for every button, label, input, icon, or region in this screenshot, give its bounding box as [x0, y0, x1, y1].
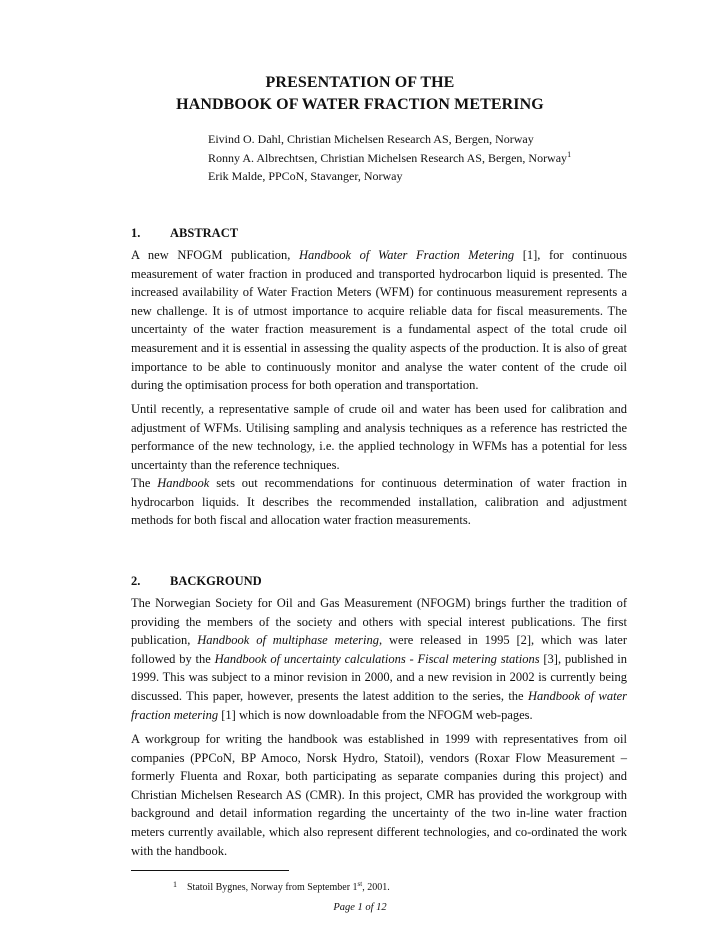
section-heading-abstract [131, 225, 238, 241]
author-2: Ronny A. Albrechtsen, Christian Michelsen Research AS, Bergen, Norway$^1$ [208, 149, 572, 165]
author-1: Eivind O. Dahl, Christian Michelsen Research AS, Bergen, Norway [208, 132, 534, 146]
footnote-mark: 1 [173, 880, 177, 889]
abstract-paragraph-1: A new NFOGM publication, Handbook of Water Fraction Metering [1], for continuous measurement of water fraction in produced and transported hydrocarbon liquid is presented. The increased availability of Water Fraction Meters (WFM) for continuous measurement represents a new challenge. It is of utmost importance to acquire reliable data for fiscal measurements. The uncertainty of the water fraction measurement is a fundamental aspect of the total crude oil measurement and it is essential in assessing the quality aspects of the production. It is also of great importance to be able to continuously monitor and analyse the water content of the crude oil during the optimisation process for both operation and transportation. [131, 248, 627, 393]
footnote: $^1$ Statoil Bygnes, Norway from September 1st, 2001. [173, 880, 390, 893]
section-title: BACKGROUND [170, 574, 262, 588]
page-number: Page 1 of 12 [333, 902, 387, 913]
footnote-ref: 1 [567, 149, 572, 159]
footnote-divider [131, 870, 289, 871]
title-line-1: PRESENTATION OF THE [265, 74, 455, 91]
author-3: Erik Malde, PPCoN, Stavanger, Norway [208, 169, 403, 183]
section-number: 1. [131, 226, 141, 240]
abstract-paragraph-2: Until recently, a representative sample of crude oil and water has been used for calibration and adjustment of WFMs. Utilising sampling and analysis techniques as a reference has restricted the performance of the new technology, i.e. the applied technology in WFMs has a potential for less uncertainty than the reference techniques. [131, 402, 627, 472]
author-list [208, 130, 571, 186]
background-paragraph-2: A workgroup for writing the handbook was established in 1999 with representatives from oil companies (PPCoN, BP Amoco, Norsk Hydro, Statoil), vendors (Roxar Flow Measurement – formerly Fluenta and Roxar, both participating as separate companies during this project) and Christian Michelsen Research AS (CMR). In this project, CMR has provided the workgroup with background and detail information regarding the uncertainty of the two in-line water fraction meters currently available, which also represent different technologies, and co-ordinated the work with the handbook. [131, 732, 627, 858]
section-heading-background [131, 573, 262, 589]
section-number: 2. [131, 574, 141, 588]
title-line-2: HANDBOOK OF WATER FRACTION METERING [176, 96, 544, 113]
abstract-paragraph-3: The Handbook sets out recommendations for continuous determination of water fraction in hydrocarbon liquids. It describes the recommended installation, calibration and adjustment methods for both fiscal and allocation water fraction measurements. [131, 476, 627, 528]
section-title: ABSTRACT [170, 226, 239, 240]
background-paragraph-1: The Norwegian Society for Oil and Gas Measurement (NFOGM) brings further the tradition of providing the members of the society and others with special interest publications. The first publication, Handbook of multiphase metering, were released in 1995 [2], which was later followed by the Handbook of uncertainty calculations - Fiscal metering stations [3], published in 1999. This was subject to a minor revision in 2000, and a new revision in 2002 is currently being discussed. This paper, however, presents the latest addition to the series, the Handbook of water fraction metering [1] which is now downloadable from the NFOGM web-pages. [131, 596, 627, 722]
